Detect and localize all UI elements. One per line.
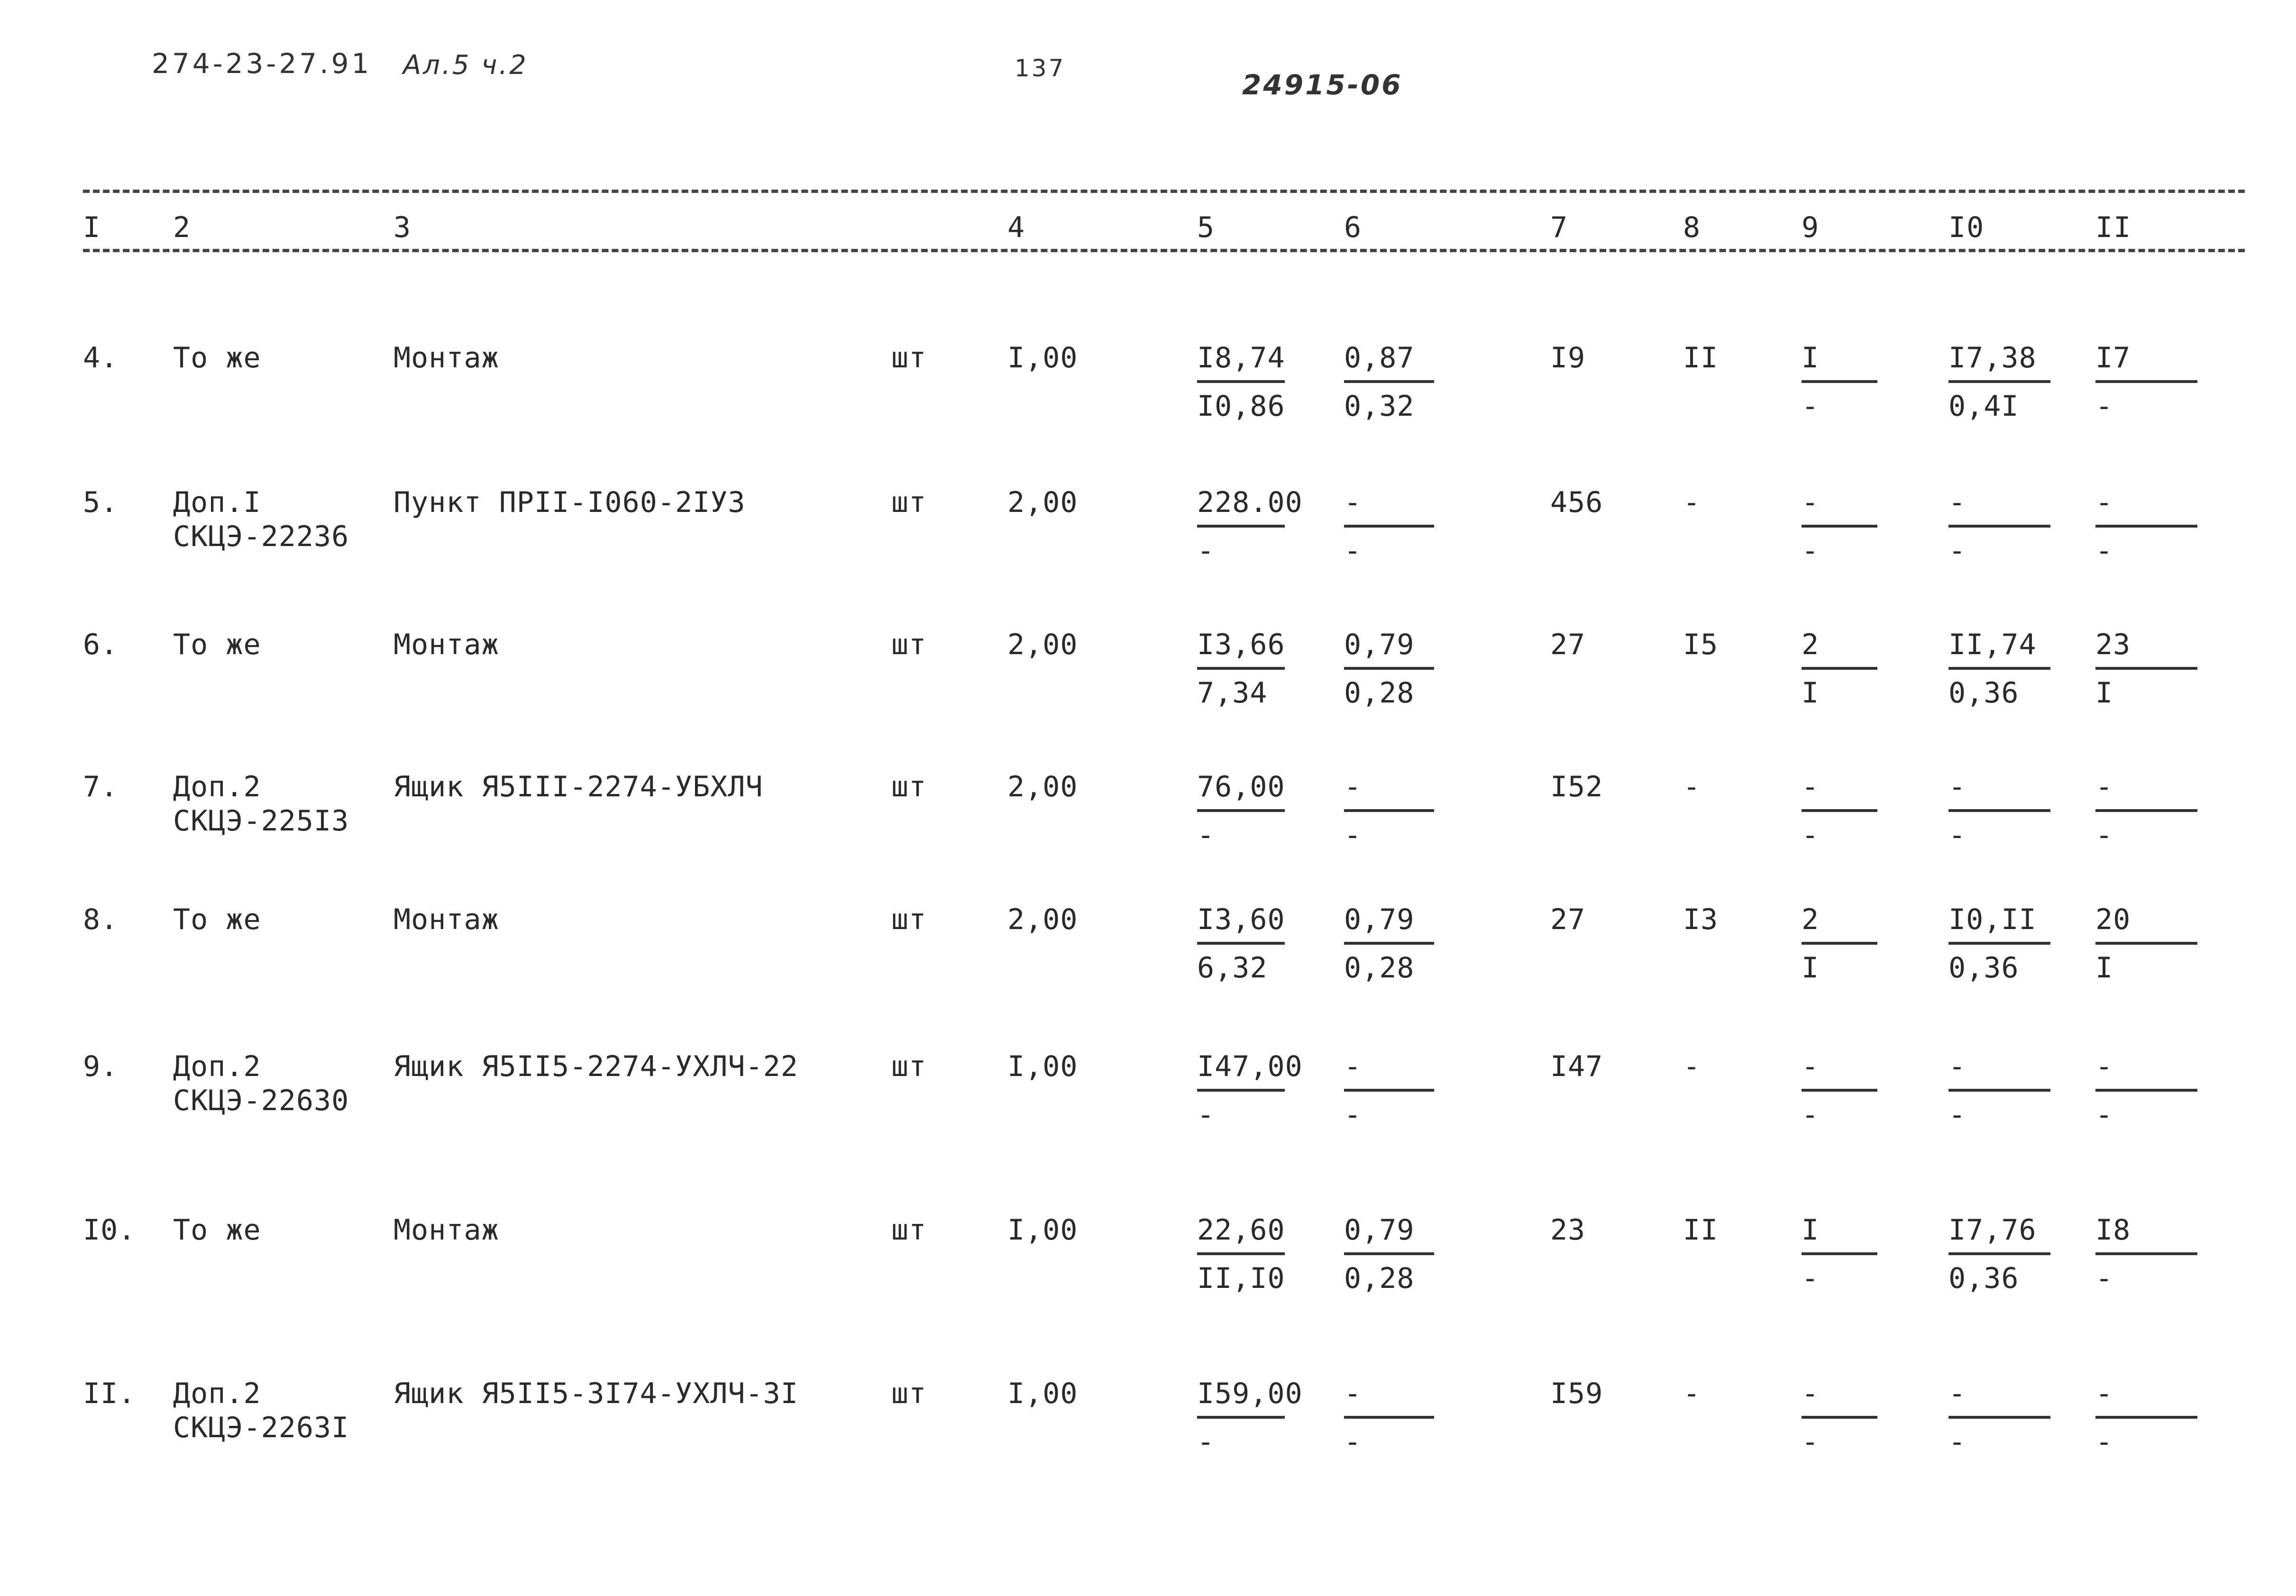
row-number: 5. xyxy=(83,486,119,519)
value-c5-numerator: 76,00 xyxy=(1197,770,1285,803)
unit: шт xyxy=(891,341,927,374)
value-c9-denominator: - xyxy=(1802,1098,1820,1131)
item-name: Монтаж xyxy=(393,1213,499,1247)
value-c6-denominator: - xyxy=(1344,1425,1362,1459)
resource-code: СКЦЭ-22630 xyxy=(173,1084,349,1117)
value-c10-denominator: - xyxy=(1948,1098,1967,1131)
fraction-line xyxy=(1344,525,1434,528)
fraction-line xyxy=(1197,1089,1285,1092)
value-c5-denominator: 7,34 xyxy=(1197,676,1268,710)
fraction-line xyxy=(2095,525,2197,528)
value-c6-numerator: 0,79 xyxy=(1344,628,1415,661)
fraction-line xyxy=(1197,525,1285,528)
value-c10-numerator: I7,76 xyxy=(1948,1213,2037,1247)
value-c5-numerator: 228.00 xyxy=(1197,486,1303,519)
value-c10-numerator: - xyxy=(1948,770,1967,803)
fraction-line xyxy=(1948,525,2050,528)
value-c9-numerator: - xyxy=(1802,770,1820,803)
resource-code: СКЦЭ-2263I xyxy=(173,1411,349,1444)
value-c5-numerator: I59,00 xyxy=(1197,1377,1303,1410)
value-c9-numerator: I xyxy=(1802,1213,1820,1247)
value-c6-numerator: - xyxy=(1344,1050,1362,1083)
value-c9-numerator: - xyxy=(1802,486,1820,519)
value-c10-denominator: - xyxy=(1948,1425,1967,1459)
value-c9-numerator: I xyxy=(1802,341,1820,374)
value-c8: I5 xyxy=(1683,628,1719,661)
value-c11-denominator: - xyxy=(2095,819,2113,852)
fraction-line xyxy=(2095,1416,2197,1419)
value-c8: - xyxy=(1683,1377,1701,1410)
fraction-line xyxy=(1802,1252,1877,1255)
unit: шт xyxy=(891,628,927,661)
value-c9-denominator: I xyxy=(1802,951,1820,985)
row-number: 8. xyxy=(83,903,119,936)
value-c7: 27 xyxy=(1550,628,1586,661)
item-name: Пункт ПРII-I060-2IУ3 xyxy=(393,486,746,519)
value-c8: II xyxy=(1683,341,1719,374)
value-c10-denominator: 0,36 xyxy=(1948,951,2019,985)
fraction-line xyxy=(1802,809,1877,812)
value-c7: I47 xyxy=(1550,1050,1603,1083)
value-c7: 27 xyxy=(1550,903,1586,936)
fraction-line xyxy=(1197,1252,1285,1255)
column-header-7: 7 xyxy=(1550,211,1569,244)
fraction-line xyxy=(1948,942,2050,945)
fraction-line xyxy=(1802,525,1877,528)
quantity: I,00 xyxy=(1007,1213,1078,1247)
value-c9-denominator: - xyxy=(1802,1425,1820,1459)
value-c11-denominator: - xyxy=(2095,534,2113,567)
fraction-line xyxy=(1948,1089,2050,1092)
value-c9-numerator: 2 xyxy=(1802,903,1820,936)
fraction-line xyxy=(1802,942,1877,945)
quantity: I,00 xyxy=(1007,1377,1078,1410)
value-c11-numerator: - xyxy=(2095,1050,2113,1083)
item-name: Монтаж xyxy=(393,903,499,936)
value-c11-numerator: 23 xyxy=(2095,628,2131,661)
column-header-6: 6 xyxy=(1344,211,1363,244)
fraction-line xyxy=(1344,1089,1434,1092)
fraction-line xyxy=(1197,380,1285,383)
fraction-line xyxy=(2095,942,2197,945)
value-c6-denominator: - xyxy=(1344,534,1362,567)
value-c5-denominator: - xyxy=(1197,1098,1215,1131)
value-c6-numerator: 0,87 xyxy=(1344,341,1415,374)
value-c5-numerator: I47,00 xyxy=(1197,1050,1303,1083)
fraction-line xyxy=(1197,1416,1285,1419)
value-c10-numerator: - xyxy=(1948,1050,1967,1083)
fraction-line xyxy=(1802,667,1877,670)
value-c9-denominator: - xyxy=(1802,390,1820,423)
resource-code: То же xyxy=(173,341,261,374)
value-c6-numerator: - xyxy=(1344,770,1362,803)
value-c8: I3 xyxy=(1683,903,1719,936)
value-c6-denominator: - xyxy=(1344,1098,1362,1131)
value-c8: II xyxy=(1683,1213,1719,1247)
value-c7: 456 xyxy=(1550,486,1603,519)
value-c10-denominator: - xyxy=(1948,819,1967,852)
value-c8: - xyxy=(1683,486,1701,519)
quantity: I,00 xyxy=(1007,341,1078,374)
value-c5-denominator: I0,86 xyxy=(1197,390,1285,423)
header-top-rule xyxy=(83,190,2245,193)
fraction-line xyxy=(1802,380,1877,383)
resource-code: СКЦЭ-225I3 xyxy=(173,804,349,838)
value-c11-denominator: I xyxy=(2095,951,2113,985)
resource-code: Доп.2 xyxy=(173,1050,261,1083)
value-c7: 23 xyxy=(1550,1213,1586,1247)
resource-code: То же xyxy=(173,628,261,661)
value-c7: I9 xyxy=(1550,341,1586,374)
value-c10-numerator: - xyxy=(1948,1377,1967,1410)
fraction-line xyxy=(1344,1416,1434,1419)
column-header-1: I xyxy=(83,211,101,244)
value-c9-denominator: - xyxy=(1802,1262,1820,1295)
value-c6-denominator: - xyxy=(1344,819,1362,852)
column-header-10: I0 xyxy=(1948,211,1985,244)
value-c11-denominator: - xyxy=(2095,1098,2113,1131)
value-c11-denominator: - xyxy=(2095,1425,2113,1459)
fraction-line xyxy=(1344,942,1434,945)
fraction-line xyxy=(1344,667,1434,670)
quantity: 2,00 xyxy=(1007,628,1078,661)
unit: шт xyxy=(891,770,927,803)
column-header-3: 3 xyxy=(393,211,412,244)
value-c7: I52 xyxy=(1550,770,1603,803)
value-c11-numerator: - xyxy=(2095,486,2113,519)
value-c9-denominator: I xyxy=(1802,676,1820,710)
page-number: 137 xyxy=(1015,55,1066,82)
fraction-line xyxy=(1344,809,1434,812)
value-c5-numerator: I8,74 xyxy=(1197,341,1285,374)
resource-code: Доп.2 xyxy=(173,770,261,803)
resource-code: СКЦЭ-22236 xyxy=(173,520,349,553)
value-c10-numerator: I0,II xyxy=(1948,903,2037,936)
value-c11-numerator: I7 xyxy=(2095,341,2131,374)
resource-code: То же xyxy=(173,903,261,936)
value-c10-numerator: II,74 xyxy=(1948,628,2037,661)
value-c10-denominator: 0,4I xyxy=(1948,390,2019,423)
header-bottom-rule xyxy=(83,249,2245,252)
quantity: I,00 xyxy=(1007,1050,1078,1083)
fraction-line xyxy=(2095,380,2197,383)
fraction-line xyxy=(1948,809,2050,812)
fraction-line xyxy=(1948,667,2050,670)
item-name: Монтаж xyxy=(393,341,499,374)
row-number: 7. xyxy=(83,770,119,803)
row-number: II. xyxy=(83,1377,136,1410)
value-c5-numerator: 22,60 xyxy=(1197,1213,1285,1247)
volume-label: Ал.5 ч.2 xyxy=(403,50,528,81)
row-number: 4. xyxy=(83,341,119,374)
value-c11-denominator: I xyxy=(2095,676,2113,710)
fraction-line xyxy=(2095,809,2197,812)
fraction-line xyxy=(1802,1416,1877,1419)
value-c6-denominator: 0,28 xyxy=(1344,951,1415,985)
unit: шт xyxy=(891,1213,927,1247)
column-header-11: II xyxy=(2095,211,2132,244)
column-header-5: 5 xyxy=(1197,211,1216,244)
quantity: 2,00 xyxy=(1007,903,1078,936)
value-c5-denominator: - xyxy=(1197,534,1215,567)
column-header-4: 4 xyxy=(1007,211,1026,244)
value-c11-numerator: 20 xyxy=(2095,903,2131,936)
value-c6-denominator: 0,28 xyxy=(1344,1262,1415,1295)
value-c6-denominator: 0,32 xyxy=(1344,390,1415,423)
value-c6-numerator: 0,79 xyxy=(1344,1213,1415,1247)
resource-code: То же xyxy=(173,1213,261,1247)
value-c9-denominator: - xyxy=(1802,534,1820,567)
value-c6-numerator: 0,79 xyxy=(1344,903,1415,936)
value-c10-denominator: - xyxy=(1948,534,1967,567)
resource-code: Доп.I xyxy=(173,486,261,519)
value-c10-numerator: I7,38 xyxy=(1948,341,2037,374)
row-number: I0. xyxy=(83,1213,136,1247)
column-header-9: 9 xyxy=(1802,211,1820,244)
value-c9-denominator: - xyxy=(1802,819,1820,852)
fraction-line xyxy=(1197,942,1285,945)
value-c5-denominator: 6,32 xyxy=(1197,951,1268,985)
value-c5-denominator: - xyxy=(1197,819,1215,852)
item-name: Ящик Я5III-2274-УБХЛЧ xyxy=(393,770,763,803)
column-header-8: 8 xyxy=(1683,211,1701,244)
column-header-2: 2 xyxy=(173,211,192,244)
value-c11-numerator: I8 xyxy=(2095,1213,2131,1247)
fraction-line xyxy=(2095,667,2197,670)
item-name: Ящик Я5II5-3I74-УХЛЧ-3I xyxy=(393,1377,798,1410)
quantity: 2,00 xyxy=(1007,486,1078,519)
value-c5-denominator: - xyxy=(1197,1425,1215,1459)
unit: шт xyxy=(891,486,927,519)
value-c11-denominator: - xyxy=(2095,390,2113,423)
value-c11-numerator: - xyxy=(2095,770,2113,803)
fraction-line xyxy=(1344,380,1434,383)
item-name: Монтаж xyxy=(393,628,499,661)
value-c7: I59 xyxy=(1550,1377,1603,1410)
value-c11-numerator: - xyxy=(2095,1377,2113,1410)
unit: шт xyxy=(891,1050,927,1083)
fraction-line xyxy=(1948,1252,2050,1255)
item-name: Ящик Я5II5-2274-УХЛЧ-22 xyxy=(393,1050,798,1083)
value-c8: - xyxy=(1683,770,1701,803)
value-c10-numerator: - xyxy=(1948,486,1967,519)
unit: шт xyxy=(891,1377,927,1410)
value-c6-denominator: 0,28 xyxy=(1344,676,1415,710)
value-c10-denominator: 0,36 xyxy=(1948,1262,2019,1295)
value-c10-denominator: 0,36 xyxy=(1948,676,2019,710)
fraction-line xyxy=(1344,1252,1434,1255)
row-number: 9. xyxy=(83,1050,119,1083)
document-number: 24915-06 xyxy=(1242,69,1403,101)
value-c5-numerator: I3,60 xyxy=(1197,903,1285,936)
value-c9-numerator: 2 xyxy=(1802,628,1820,661)
fraction-line xyxy=(1802,1089,1877,1092)
value-c8: - xyxy=(1683,1050,1701,1083)
fraction-line xyxy=(1948,1416,2050,1419)
document-code: 274-23-27.91 xyxy=(152,47,372,80)
resource-code: Доп.2 xyxy=(173,1377,261,1410)
fraction-line xyxy=(1197,667,1285,670)
value-c5-numerator: I3,66 xyxy=(1197,628,1285,661)
unit: шт xyxy=(891,903,927,936)
value-c5-denominator: II,I0 xyxy=(1197,1262,1285,1295)
fraction-line xyxy=(1948,380,2050,383)
fraction-line xyxy=(2095,1252,2197,1255)
value-c6-numerator: - xyxy=(1344,1377,1362,1410)
fraction-line xyxy=(1197,809,1285,812)
value-c9-numerator: - xyxy=(1802,1050,1820,1083)
fraction-line xyxy=(2095,1089,2197,1092)
value-c11-denominator: - xyxy=(2095,1262,2113,1295)
row-number: 6. xyxy=(83,628,119,661)
value-c9-numerator: - xyxy=(1802,1377,1820,1410)
value-c6-numerator: - xyxy=(1344,486,1362,519)
quantity: 2,00 xyxy=(1007,770,1078,803)
